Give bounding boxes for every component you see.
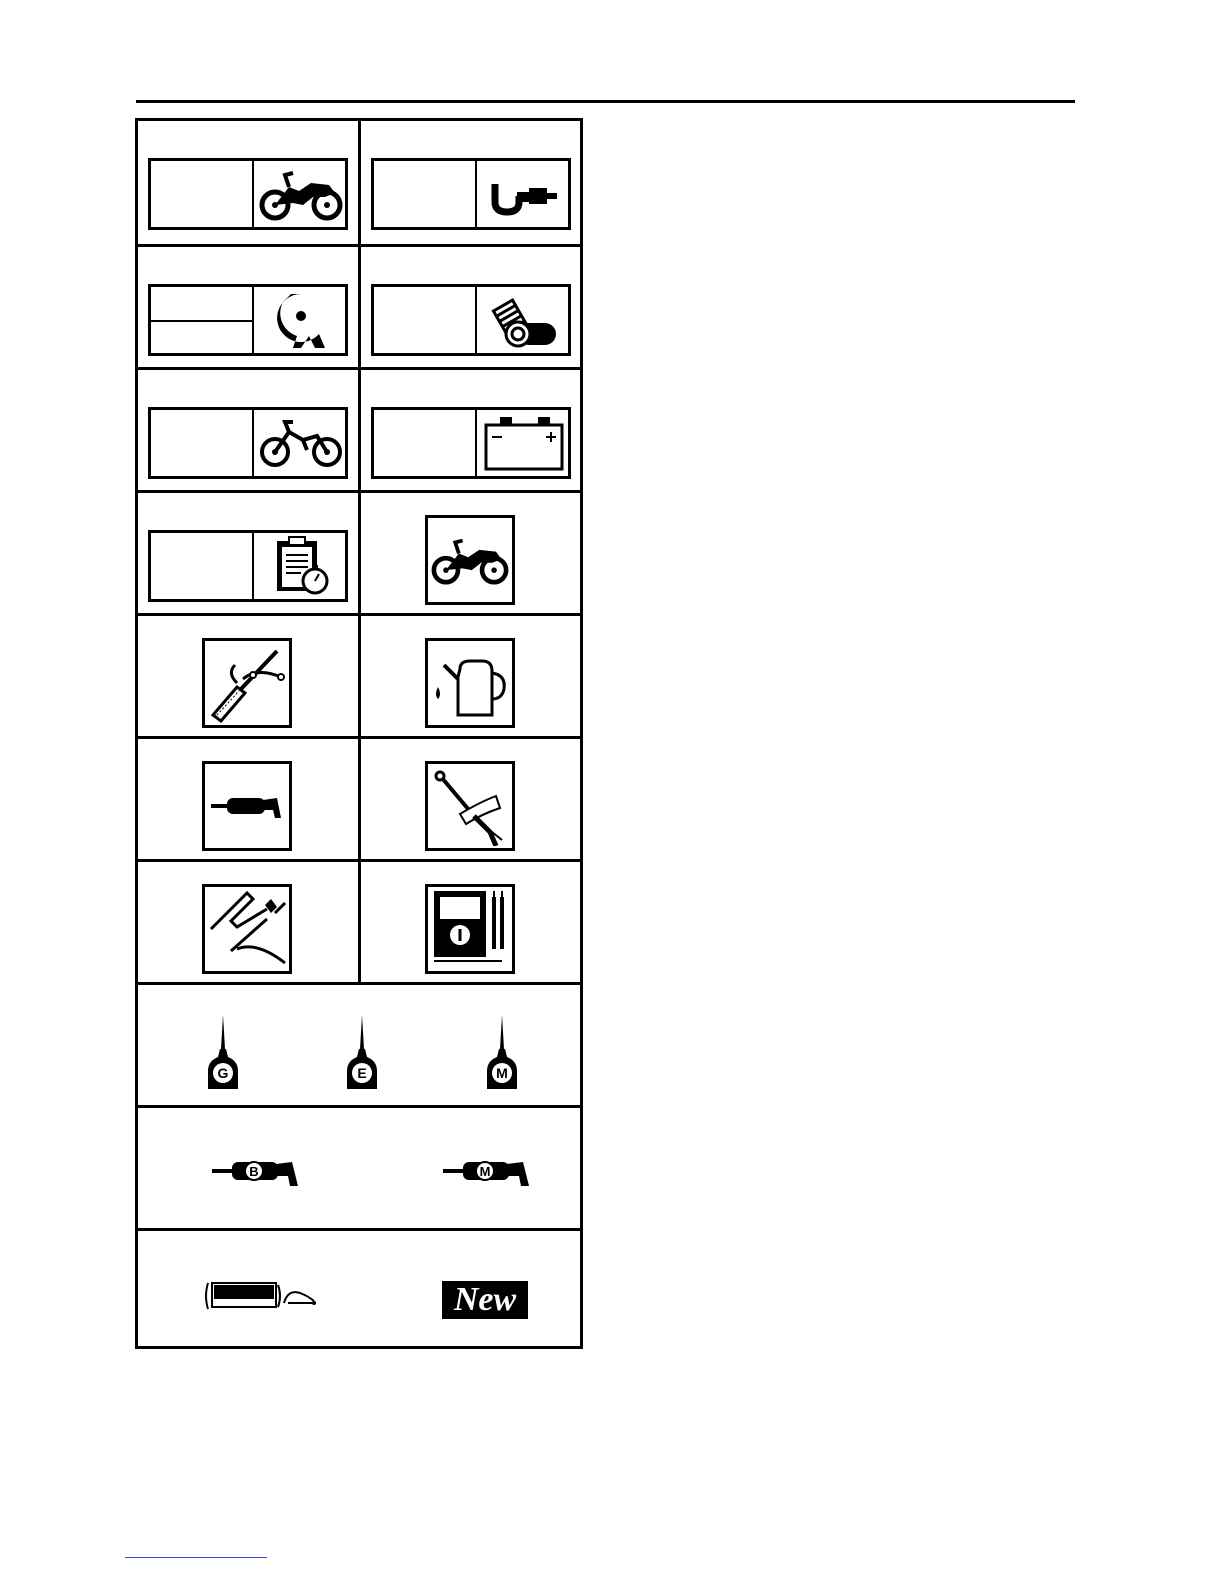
- oil-can-icon: [430, 643, 510, 723]
- periodic-maintenance-symbol: [148, 284, 348, 356]
- general-info-symbol: [148, 158, 348, 230]
- paste-tube-b-letter: B: [249, 1164, 259, 1179]
- symbol-row-2: [138, 244, 580, 367]
- symbol-row-5: [138, 613, 580, 736]
- tightening-symbol: [425, 761, 515, 851]
- symbol-row-9: [138, 1105, 580, 1228]
- header-rule: [136, 100, 1075, 103]
- electrical-symbol: [371, 407, 571, 479]
- cylinder-piston-icon: [488, 291, 560, 349]
- torque-wrench-icon: [430, 766, 510, 846]
- symbol-row-1: [138, 121, 580, 244]
- engine-symbol: [371, 284, 571, 356]
- specifications-symbol: [371, 158, 571, 230]
- new-part-badge: New: [442, 1281, 528, 1319]
- symbol-table: [135, 118, 583, 1349]
- motorcycle-icon: [431, 535, 509, 585]
- motorcycle-icon: [259, 167, 343, 221]
- grease-gun-icon: [207, 786, 287, 826]
- locking-agent-icon: [204, 1279, 320, 1313]
- special-tool-symbol: [202, 638, 292, 728]
- electrical-data-symbol: [425, 884, 515, 974]
- clipboard-stopwatch-icon: [271, 535, 331, 597]
- lubricant-symbol: [202, 761, 292, 851]
- on-vehicle-symbol: [425, 515, 515, 605]
- paste-tube-m-icon: [441, 1154, 533, 1188]
- grease-bottle-m-icon: [485, 1013, 519, 1091]
- caliper-icon: [207, 889, 287, 969]
- wrench-nut-icon: [271, 290, 331, 350]
- grease-bottle-e-letter: E: [357, 1065, 367, 1081]
- chassis-frame-icon: [259, 418, 343, 468]
- symbol-row-10: [138, 1228, 580, 1346]
- symbol-row-8: [138, 982, 580, 1105]
- fluid-symbol: [425, 638, 515, 728]
- troubleshooting-symbol: [148, 530, 348, 602]
- grease-bottle-m-letter: M: [496, 1065, 508, 1081]
- wear-limit-symbol: [202, 884, 292, 974]
- multimeter-icon: [430, 889, 510, 969]
- grease-bottle-e-icon: [345, 1013, 379, 1091]
- symbol-row-4: [138, 490, 580, 613]
- special-tool-icon: [207, 643, 287, 723]
- battery-icon: [482, 415, 566, 471]
- paste-tube-b-icon: [210, 1154, 302, 1188]
- symbol-row-3: [138, 367, 580, 490]
- grease-bottle-g-letter: G: [217, 1065, 229, 1081]
- chassis-symbol: [148, 407, 348, 479]
- symbol-row-6: [138, 736, 580, 859]
- micrometer-icon: [489, 172, 559, 216]
- footer-link-underline: [125, 1557, 267, 1558]
- paste-tube-m-letter: M: [479, 1164, 491, 1179]
- grease-bottle-g-icon: [206, 1013, 240, 1091]
- symbol-row-7: [138, 859, 580, 982]
